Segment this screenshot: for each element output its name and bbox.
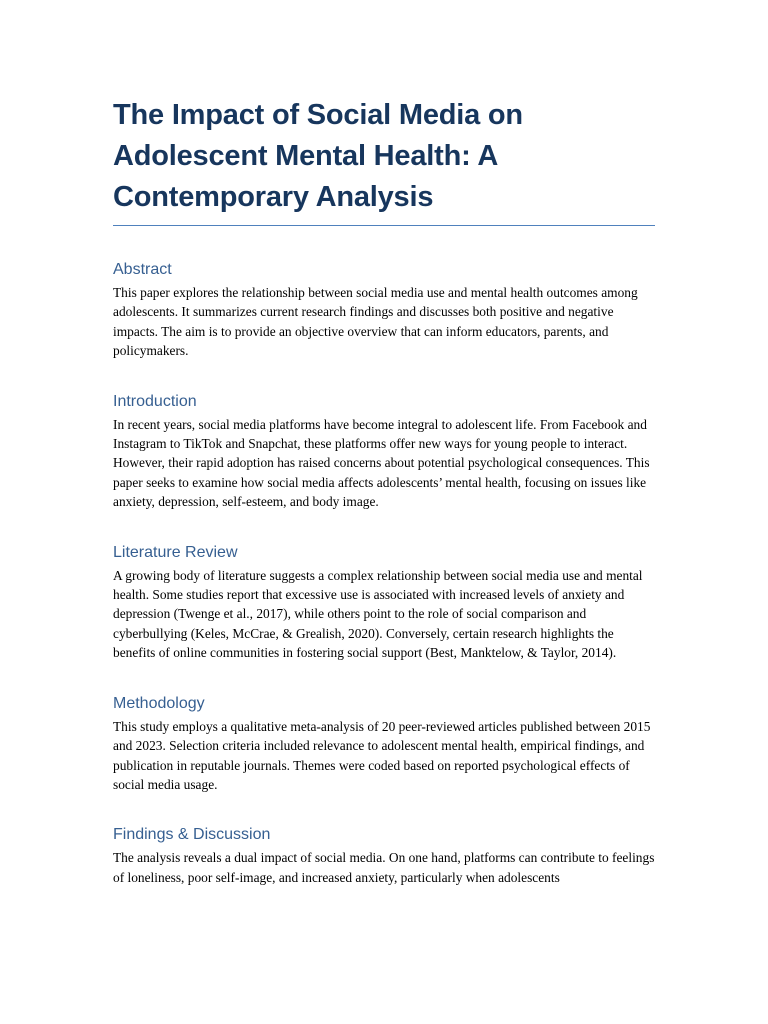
section-findings-discussion <box>113 824 655 887</box>
section-heading: Literature Review <box>113 543 238 561</box>
section-methodology <box>113 693 655 795</box>
document-page <box>113 95 655 887</box>
section-paragraph: This study employs a qualitative meta-analysis of 20 peer-reviewed articles published between 2015 and 2023. Selection criteria included relevance to adolescent mental health, empirical findings, and publication in reputable journals. Themes were coded based on reported psychological effects of social media usage. <box>113 718 651 792</box>
section-paragraph: In recent years, social media platforms have become integral to adolescent life. From Facebook and Instagram to TikTok and Snapchat, these platforms offer new ways for young people to interact. However, their rapid adoption has raised concerns about potential psychological consequences. This paper seeks to examine how social media affects adolescents’ mental health, focusing on issues like anxiety, depression, self-esteem, and body image. <box>113 416 650 510</box>
section-paragraph: This paper explores the relationship between social media use and mental health outcomes among adolescents. It summarizes current research findings and discusses both positive and negative impacts. The aim is to provide an objective overview that can inform educators, parents, and policymakers. <box>113 285 638 359</box>
section-introduction <box>113 391 655 512</box>
section-paragraph: The analysis reveals a dual impact of social media. On one hand, platforms can contribute to feelings of loneliness, poor self-image, and increased anxiety, particularly when adolescents <box>113 850 655 885</box>
section-literature-review <box>113 542 655 663</box>
document-title: The Impact of Social Media on Adolescent Mental Health: A Contemporary Analysis <box>113 95 655 226</box>
section-heading: Introduction <box>113 392 197 410</box>
section-abstract <box>113 259 655 361</box>
section-heading: Findings & Discussion <box>113 826 271 844</box>
section-heading: Methodology <box>113 694 205 712</box>
section-heading: Abstract <box>113 261 172 278</box>
section-paragraph: A growing body of literature suggests a complex relationship between social media use and mental health. Some studies report that excessive use is associated with increased levels of anxiety and depression (Twenge et al., 2017), while others point to the role of social comparison and cyberbullying (Keles, McCrae, & Grealish, 2020). Conversely, certain research highlights the benefits of online communities in fostering social support (Best, Manktelow, & Taylor, 2014). <box>113 567 643 661</box>
